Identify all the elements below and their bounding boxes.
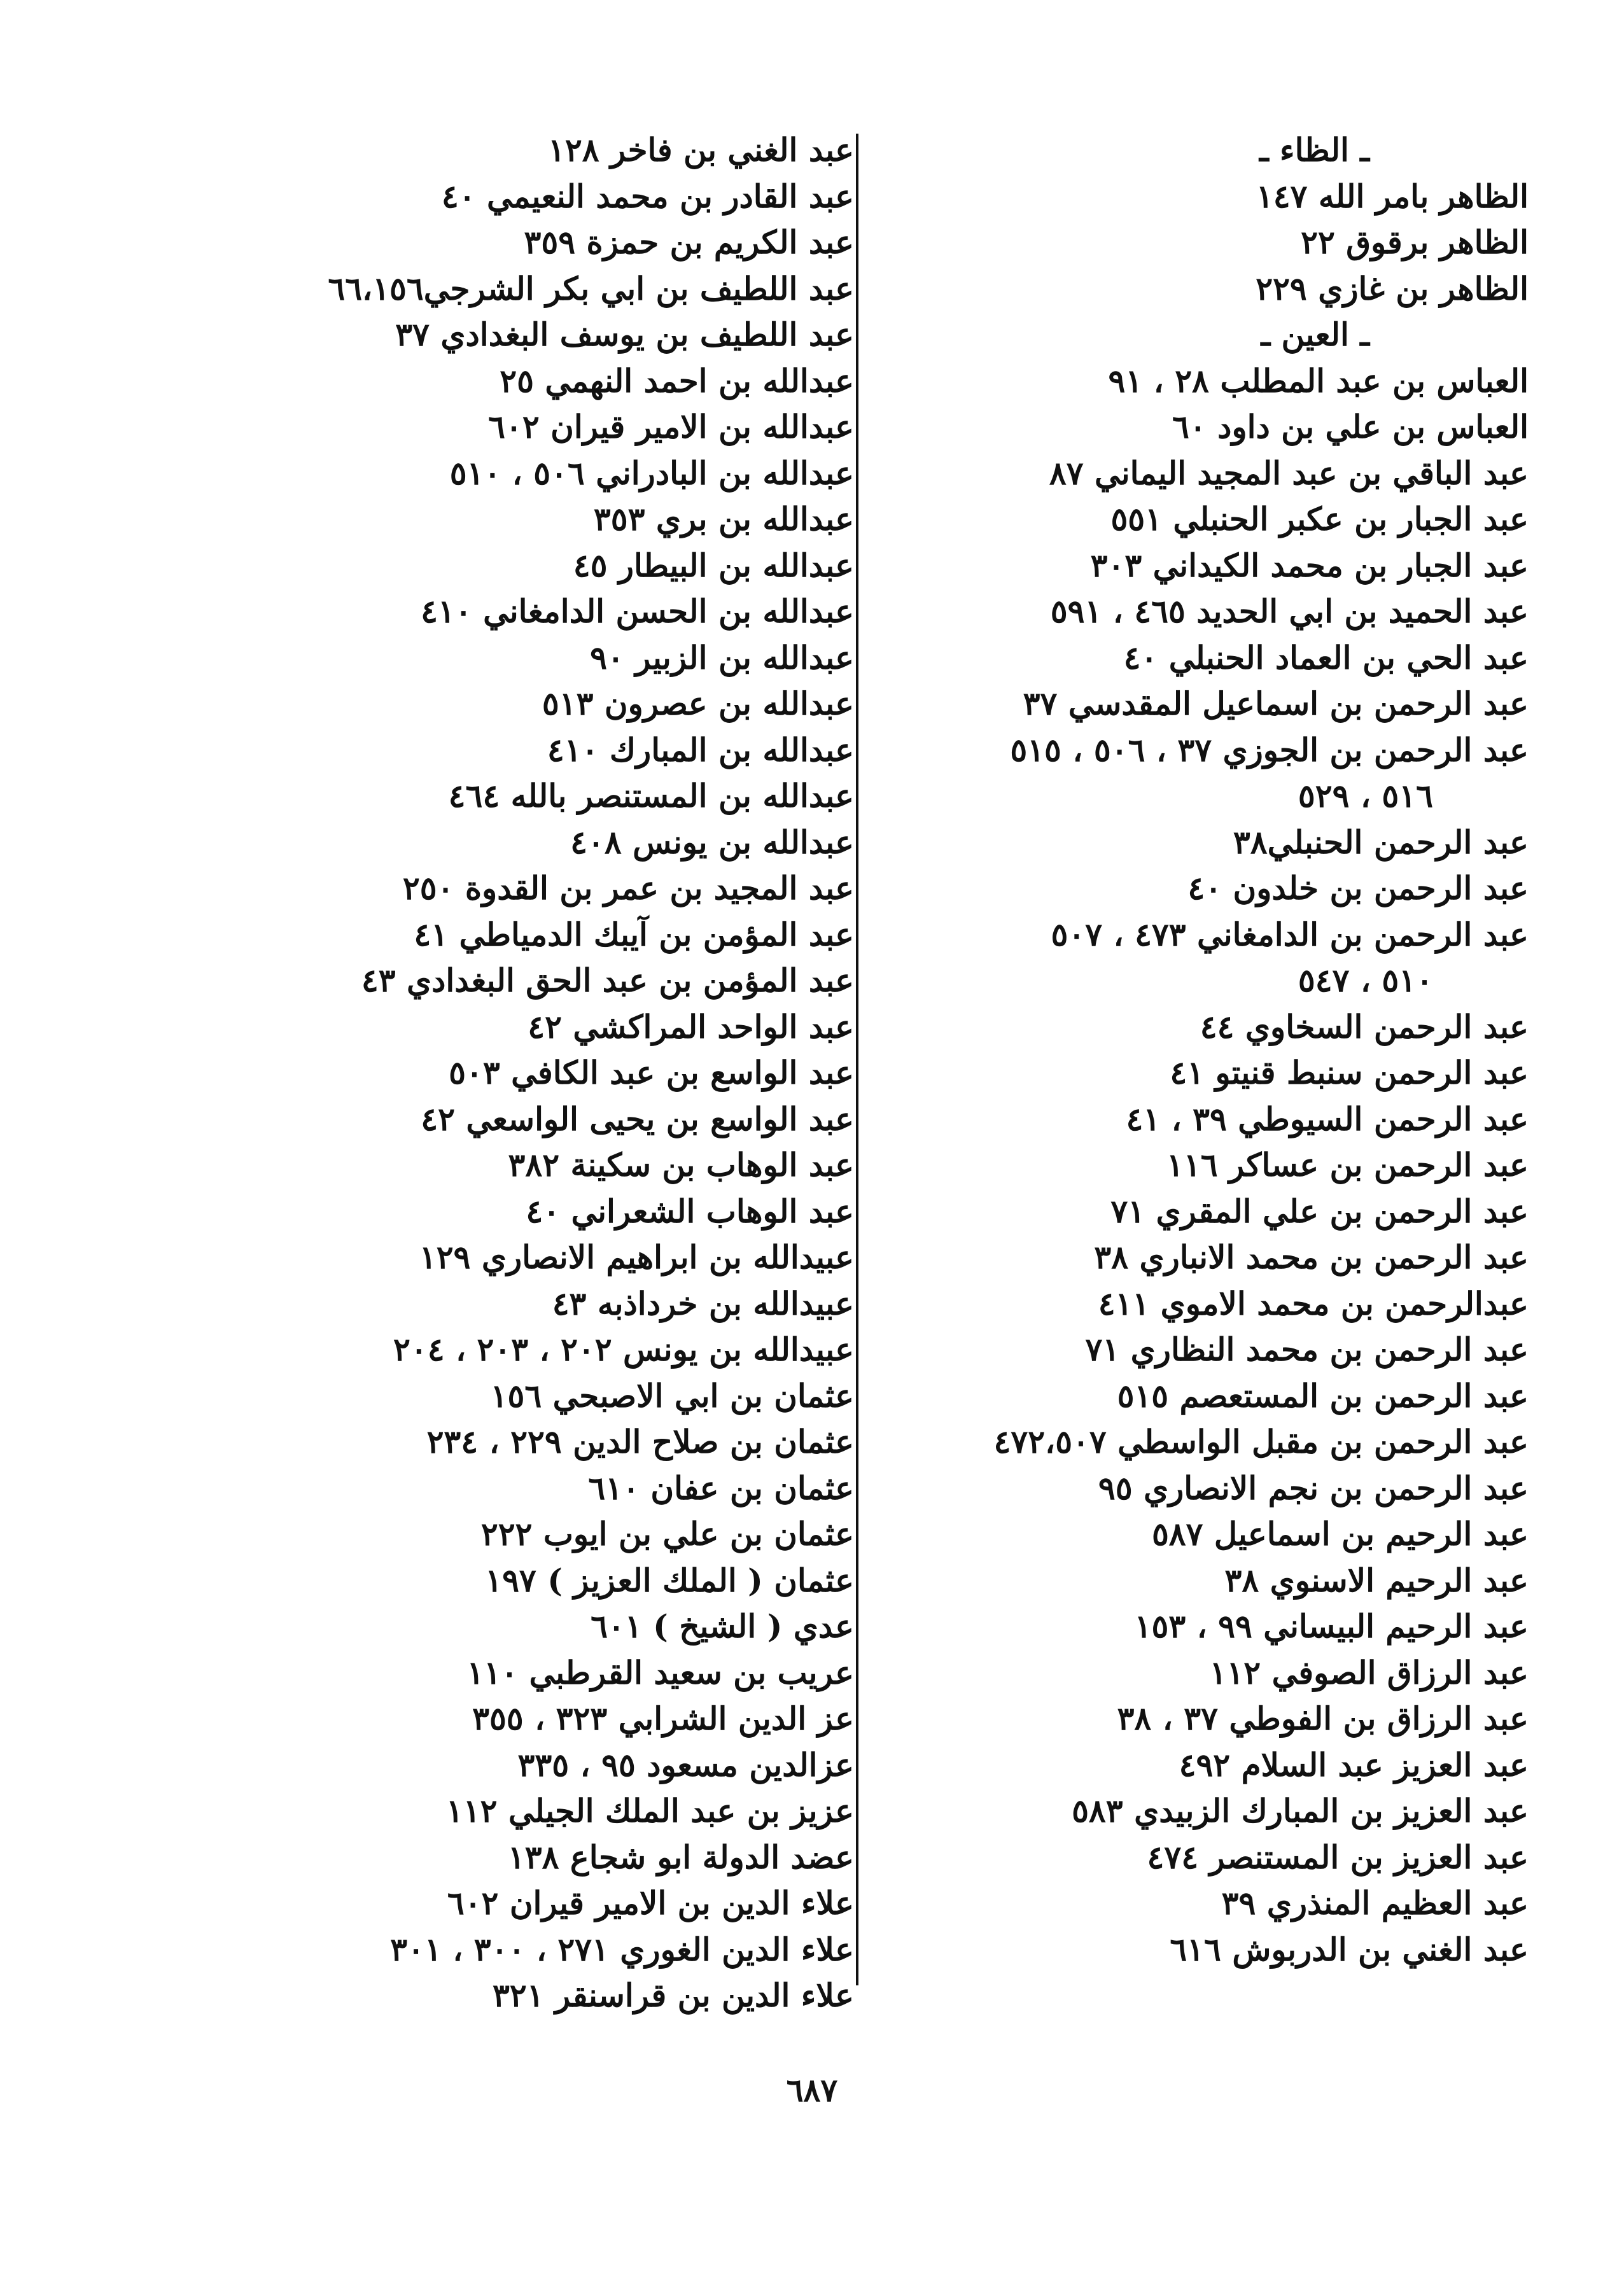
index-entry: العباس بن عبد المطلب ٢٨ ، ٩١ — [1108, 361, 1529, 400]
index-entry: عثمان بن عفان ٦١٠ — [588, 1469, 854, 1507]
index-entry: عبد الرحيم بن اسماعيل ٥٨٧ — [1151, 1515, 1529, 1553]
index-entry: عبد الغني بن فاخر ١٢٨ — [548, 131, 854, 169]
index-entry: عبد الرحمن بن محمد النظاري ٧١ — [1085, 1331, 1529, 1368]
index-entry: عبدالله بن البادراني ٥٠٦ ، ٥١٠ — [449, 454, 854, 492]
index-entry: عبدالرحمن بن محمد الاموي ٤١١ — [1098, 1284, 1529, 1322]
index-entry: العباس بن علي بن داود ٦٠ — [1172, 408, 1529, 445]
index-entry: عبد الرحمن السيوطي ٣٩ ، ٤١ — [1126, 1100, 1529, 1138]
index-entry: عبد المجيد بن عمر بن القدوة ٢٥٠ — [402, 869, 854, 907]
index-entry: عزيز بن عبد الملك الجيلي ١١٢ — [445, 1792, 854, 1829]
index-entry: عبد المؤمن بن عبد الحق البغدادي ٤٣ — [361, 962, 854, 999]
index-entry: عز الدين الشرابي ٣٢٣ ، ٣٥٥ — [472, 1700, 854, 1737]
index-entry: عبيدالله بن يونس ٢٠٢ ، ٢٠٣ ، ٢٠٤ — [393, 1331, 854, 1368]
index-entry: عبد العزيز عبد السلام ٤٩٢ — [1179, 1745, 1529, 1784]
index-entry: علاء الدين بن قراسنقر ٣٢١ — [493, 1976, 854, 2014]
index-entry: عبد الرحمن الحنبلي٣٨ — [1233, 823, 1529, 861]
index-entry: عبد الكريم بن حمزة ٣٥٩ — [524, 223, 854, 261]
index-entry: عبد اللطيف بن ابي بكر الشرجي٦٦،١٥٦ — [328, 269, 854, 307]
index-entry: عبد الباقي بن عبد المجيد اليماني ٨٧ — [1049, 454, 1529, 492]
index-entry: عبد الواسع بن عبد الكافي ٥٠٣ — [449, 1054, 854, 1091]
right-index-column — [803, 127, 1529, 1973]
index-entry: علاء الدين بن الامير قيران ٦٠٢ — [447, 1884, 854, 1922]
index-entry: عبيدالله بن ابراهيم الانصاري ١٢٩ — [419, 1238, 854, 1276]
index-entry: عبد الرحمن بن عساكر ١١٦ — [1166, 1146, 1529, 1184]
index-entry: عبدالله بن المبارك ٤١٠ — [547, 731, 854, 769]
index-entry: عبد المؤمن بن آيبك الدمياطي ٤١ — [414, 915, 854, 953]
index-entry: عبيدالله بن خرداذبه ٤٣ — [552, 1284, 854, 1322]
index-entry: عبدالله بن بري ٣٥٣ — [593, 500, 854, 538]
index-entry: عبد الرحمن بن نجم الانصاري ٩٥ — [1098, 1469, 1529, 1507]
index-entry: عبد الرحمن بن محمد الانباري ٣٨ — [1094, 1238, 1529, 1276]
index-entry: عثمان بن صلاح الدين ٢٢٩ ، ٢٣٤ — [426, 1423, 854, 1460]
index-entry: عبد اللطيف بن يوسف البغدادي ٣٧ — [395, 316, 854, 353]
index-entry: عبدالله بن الزبير ٩٠ — [590, 638, 854, 676]
index-entry: عبد الرحمن بن المستعصم ٥١٥ — [1117, 1376, 1529, 1415]
index-entry-continuation: ٥١٠ ، ٥٤٧ — [1298, 962, 1433, 999]
index-entry: عبد الرحمن بن مقبل الواسطي ٤٧٢،٥٠٧ — [993, 1423, 1529, 1460]
index-entry: عبد الرحيم الاسنوي ٣٨ — [1224, 1561, 1529, 1599]
left-index-column — [141, 127, 854, 2019]
index-entry: عبدالله بن البيطار ٤٥ — [573, 546, 854, 584]
index-entry: عبدالله بن الحسن الدامغاني ٤١٠ — [421, 592, 854, 630]
index-entry: عبدالله بن المستنصر بالله ٤٦٤ — [448, 777, 854, 815]
index-entry: عريب بن سعيد القرطبي ١١٠ — [466, 1653, 854, 1691]
section-heading: ـ الظاء ـ — [1259, 131, 1369, 169]
index-entry: عبد العزيز بن المستنصر ٤٧٤ — [1147, 1838, 1529, 1876]
index-entry: عثمان ( الملك العزيز ) ١٩٧ — [485, 1561, 854, 1599]
index-entry: عبد الرحيم البيساني ٩٩ ، ١٥٣ — [1134, 1607, 1529, 1645]
index-entry: عدي ( الشيخ ) ٦٠١ — [591, 1607, 854, 1645]
index-entry: عبدالله بن احمد النهمي ٢٥ — [500, 361, 854, 400]
index-entry: عبدالله بن الامير قيران ٦٠٢ — [488, 408, 854, 445]
index-entry: عبد الرحمن بن خلدون ٤٠ — [1187, 869, 1529, 907]
index-entry: الظاهر برقوق ٢٢ — [1301, 223, 1529, 261]
index-entry: عبد الحميد بن ابي الحديد ٤٦٥ ، ٥٩١ — [1050, 592, 1529, 630]
index-entry: عبدالله بن عصرون ٥١٣ — [542, 685, 854, 722]
index-entry: الظاهر بامر الله ١٤٧ — [1256, 177, 1529, 215]
index-entry: عبد الرحمن بن الدامغاني ٤٧٣ ، ٥٠٧ — [1051, 915, 1529, 953]
index-entry: الظاهر بن غازي ٢٢٩ — [1256, 269, 1529, 307]
index-entry: عبد الرحمن بن الجوزي ٣٧ ، ٥٠٦ ، ٥١٥ — [1010, 731, 1529, 769]
index-entry: عثمان بن ابي الاصبحي ١٥٦ — [490, 1376, 854, 1415]
index-entry: عبد الواسع بن يحيى الواسعي ٤٢ — [421, 1100, 854, 1138]
index-entry: عبد الحي بن العماد الحنبلي ٤٠ — [1123, 638, 1529, 676]
index-entry: عبد الجبار بن عكبر الحنبلي ٥٥١ — [1110, 500, 1529, 538]
index-entry: عبد الرحمن بن علي المقري ٧١ — [1110, 1192, 1529, 1230]
index-entry: عبد الرحمن سنبط قنيتو ٤١ — [1170, 1054, 1529, 1091]
index-entry: عبد الجبار بن محمد الكيداني ٣٠٣ — [1090, 546, 1529, 584]
index-entry: عبدالله بن يونس ٤٠٨ — [570, 823, 854, 861]
index-entry: عبد الغني بن الدربوش ٦١٦ — [1170, 1930, 1529, 1968]
index-entry: عبد العظيم المنذري ٣٩ — [1221, 1884, 1529, 1922]
index-entry: عبد الواحد المراكشي ٤٢ — [528, 1007, 854, 1046]
index-entry: عبد الرزاق الصوفي ١١٢ — [1209, 1653, 1529, 1691]
index-entry: عزالدين مسعود ٩٥ ، ٣٣٥ — [517, 1745, 854, 1784]
index-entry: علاء الدين الغوري ٢٧١ ، ٣٠٠ ، ٣٠١ — [390, 1930, 854, 1968]
index-entry-continuation: ٥١٦ ، ٥٢٩ — [1298, 777, 1433, 815]
index-entry: عبد الرحمن السخاوي ٤٤ — [1200, 1007, 1529, 1046]
section-heading: ـ العين ـ — [1261, 316, 1369, 353]
index-entry: عبد القادر بن محمد النعيمي ٤٠ — [441, 177, 854, 215]
index-entry: عبد الوهاب الشعراني ٤٠ — [526, 1192, 854, 1230]
column-divider — [856, 134, 858, 1985]
index-entry: عبد الوهاب بن سكينة ٣٨٢ — [508, 1146, 854, 1184]
index-entry: عضد الدولة ابو شجاع ١٣٨ — [507, 1838, 854, 1876]
page-number: ٦٨٧ — [786, 2071, 838, 2109]
index-entry: عبد العزيز بن المبارك الزبيدي ٥٨٣ — [1072, 1792, 1529, 1829]
index-entry: عثمان بن علي بن ايوب ٢٢٢ — [480, 1515, 854, 1553]
index-entry: عبد الرزاق بن الفوطي ٣٧ ، ٣٨ — [1117, 1700, 1529, 1737]
index-entry: عبد الرحمن بن اسماعيل المقدسي ٣٧ — [1023, 685, 1529, 722]
